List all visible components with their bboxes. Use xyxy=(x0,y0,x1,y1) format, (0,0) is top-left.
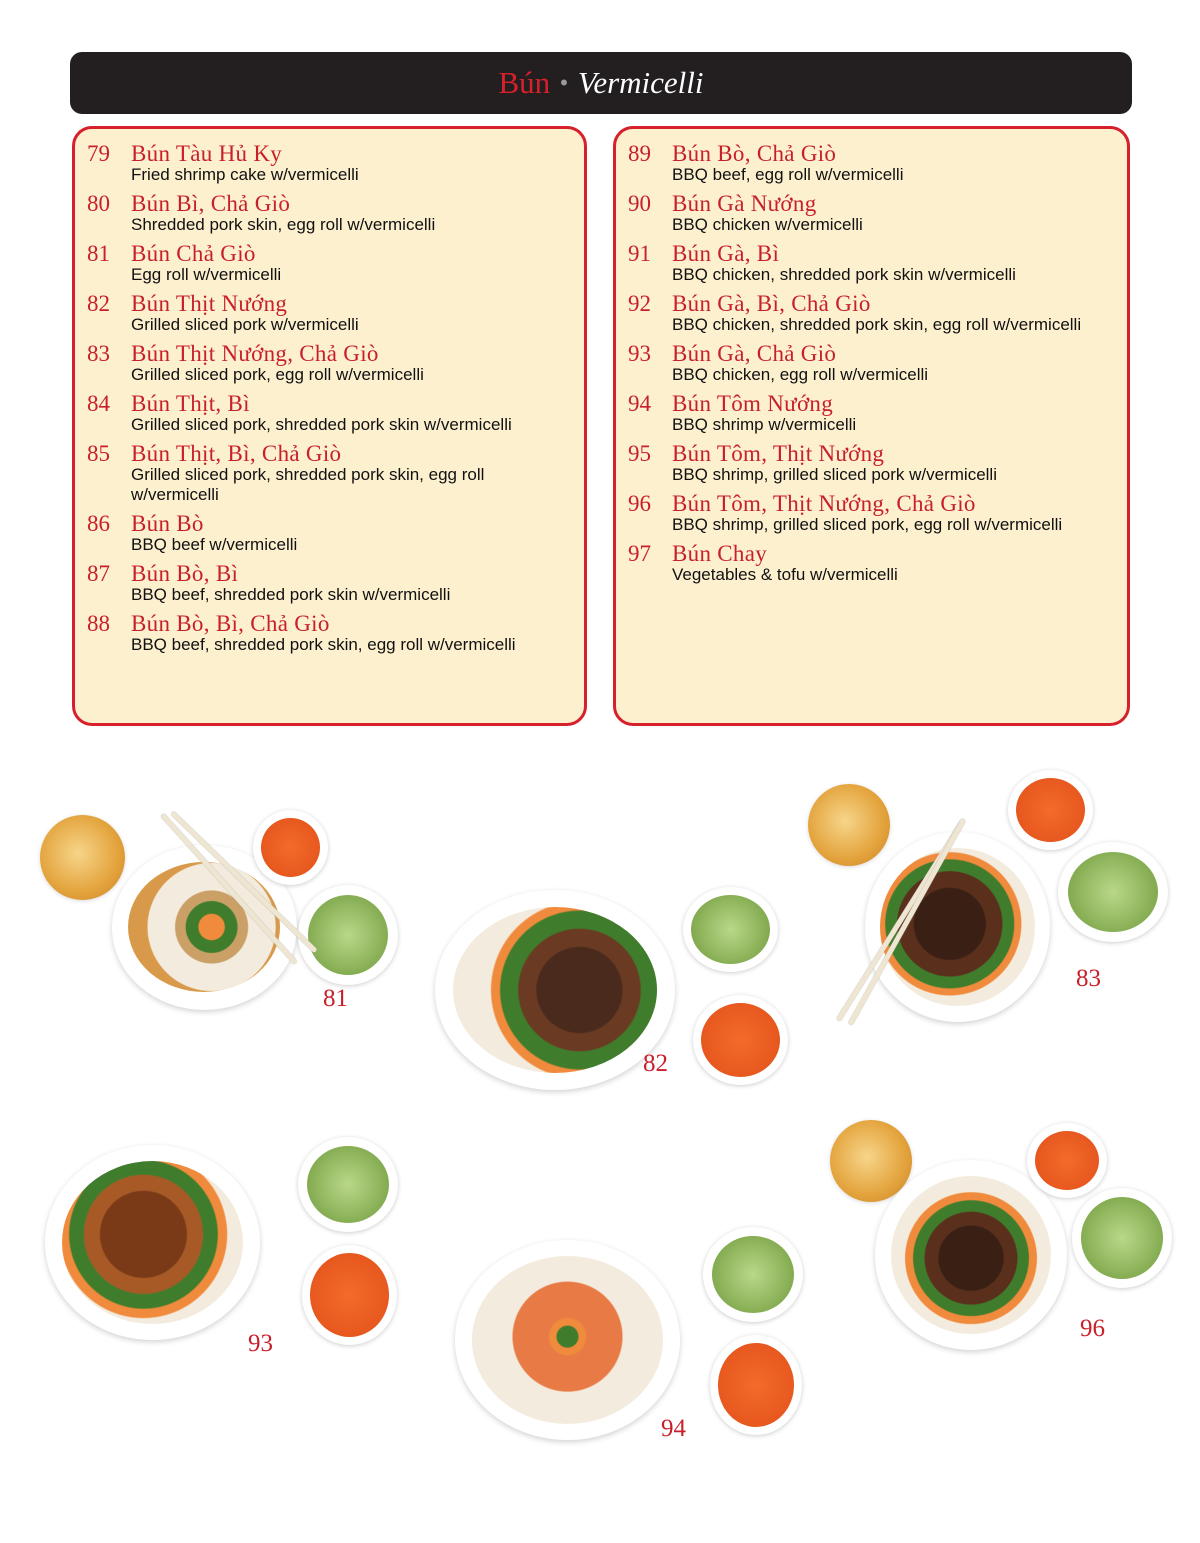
menu-item xyxy=(87,611,570,655)
menu-item-number: 82 xyxy=(87,291,110,316)
dish-photo-83 xyxy=(800,770,1175,1040)
menu-item xyxy=(87,391,570,435)
menu-item-body xyxy=(131,391,570,435)
dish-photo-82 xyxy=(435,885,790,1110)
menu-item-name: Bún Bì, Chả Giò xyxy=(131,191,291,216)
menu-item-description: BBQ chicken w/vermicelli xyxy=(672,215,863,234)
menu-item-description: BBQ beef, shredded pork skin w/vermicelli xyxy=(131,585,451,604)
menu-item-number: 79 xyxy=(87,141,110,166)
menu-item xyxy=(628,441,1113,485)
iced-tea-glass xyxy=(40,815,125,900)
menu-item-name: Bún Tôm, Thịt Nướng xyxy=(672,441,885,466)
menu-item-description: Grilled sliced pork, shredded pork skin, egg roll w/vermicelli xyxy=(131,465,485,504)
menu-item-description: BBQ shrimp w/vermicelli xyxy=(672,415,857,434)
menu-item-body xyxy=(672,441,1113,485)
section-title-vietnamese: Bún xyxy=(498,65,551,100)
menu-item xyxy=(628,291,1113,335)
menu-item-body xyxy=(672,291,1113,335)
menu-item xyxy=(628,491,1113,535)
menu-item-description: Grilled sliced pork w/vermicelli xyxy=(131,315,359,334)
menu-item xyxy=(628,191,1113,235)
photo-label-83: 83 xyxy=(1076,965,1101,992)
menu-item-number: 91 xyxy=(628,241,651,266)
menu-item-number: 83 xyxy=(87,341,110,366)
menu-item-body xyxy=(131,341,570,385)
photo-label-96: 96 xyxy=(1080,1315,1105,1342)
menu-item xyxy=(87,341,570,385)
menu-item-number: 81 xyxy=(87,241,110,266)
menu-item-body xyxy=(672,391,1113,435)
menu-item xyxy=(87,141,570,185)
menu-item-number: 95 xyxy=(628,441,651,466)
menu-item-name: Bún Chay xyxy=(672,541,768,566)
menu-item xyxy=(87,511,570,555)
menu-item-description: BBQ shrimp, grilled sliced pork w/vermicelli xyxy=(672,465,997,484)
menu-item-body xyxy=(131,291,570,335)
menu-item-number: 97 xyxy=(628,541,651,566)
menu-item-name: Bún Thịt, Bì, Chả Giò xyxy=(131,441,342,466)
photo-label-82: 82 xyxy=(643,1050,668,1077)
menu-item-number: 92 xyxy=(628,291,651,316)
menu-item-description: BBQ beef w/vermicelli xyxy=(131,535,298,554)
menu-item-description: BBQ beef, egg roll w/vermicelli xyxy=(672,165,904,184)
menu-item-description: BBQ shrimp, grilled sliced pork, egg roll w/vermicelli xyxy=(672,515,1063,534)
dish-photo-93 xyxy=(40,1135,400,1357)
menu-item-description: Grilled sliced pork, egg roll w/vermicelli xyxy=(131,365,424,384)
menu-item-name: Bún Bò xyxy=(131,511,204,536)
dish-photo-96 xyxy=(830,1120,1175,1370)
menu-item-number: 93 xyxy=(628,341,651,366)
menu-item-body xyxy=(672,191,1113,235)
menu-item-number: 89 xyxy=(628,141,651,166)
menu-item-name: Bún Tàu Hủ Ky xyxy=(131,141,283,166)
menu-item-number: 96 xyxy=(628,491,651,516)
menu-item-body xyxy=(131,441,570,505)
menu-item xyxy=(87,441,570,505)
menu-item-name: Bún Chả Giò xyxy=(131,241,256,266)
menu-item xyxy=(87,191,570,235)
menu-item-name: Bún Tôm, Thịt Nướng, Chả Giò xyxy=(672,491,976,516)
menu-item-body xyxy=(672,241,1113,285)
menu-item xyxy=(628,341,1113,385)
menu-item xyxy=(628,541,1113,585)
iced-tea-glass xyxy=(808,784,890,866)
menu-panel-right xyxy=(613,126,1130,726)
menu-item-number: 80 xyxy=(87,191,110,216)
menu-item-number: 90 xyxy=(628,191,651,216)
menu-item xyxy=(628,391,1113,435)
menu-item-description: BBQ chicken, egg roll w/vermicelli xyxy=(672,365,929,384)
menu-item-name: Bún Bò, Chả Giò xyxy=(672,141,837,166)
title-separator-dot: • xyxy=(560,70,568,95)
dish-photo-94 xyxy=(445,1225,805,1450)
menu-item-description: Shredded pork skin, egg roll w/vermicelli xyxy=(131,215,436,234)
photo-label-94: 94 xyxy=(661,1415,686,1442)
menu-item-name: Bún Bò, Bì, Chả Giò xyxy=(131,611,330,636)
menu-item-body xyxy=(672,541,1113,585)
menu-item xyxy=(87,561,570,605)
menu-item-body xyxy=(131,241,570,285)
section-title-english: Vermicelli xyxy=(577,65,704,100)
menu-item-body xyxy=(672,491,1113,535)
photo-label-93: 93 xyxy=(248,1330,273,1357)
menu-item-number: 94 xyxy=(628,391,651,416)
menu-item-description: Egg roll w/vermicelli xyxy=(131,265,282,284)
menu-item xyxy=(87,241,570,285)
menu-item-number: 87 xyxy=(87,561,110,586)
menu-panel-left xyxy=(72,126,587,726)
menu-item-number: 85 xyxy=(87,441,110,466)
menu-item-body xyxy=(131,561,570,605)
menu-item-name: Bún Gà, Chả Giò xyxy=(672,341,837,366)
menu-item-body xyxy=(131,511,570,555)
menu-item-name: Bún Thịt Nướng xyxy=(131,291,288,316)
photo-label-81: 81 xyxy=(323,985,348,1012)
menu-item-number: 88 xyxy=(87,611,110,636)
menu-item xyxy=(87,291,570,335)
menu-item-description: Grilled sliced pork, shredded pork skin w/vermicelli xyxy=(131,415,512,434)
menu-item-name: Bún Thịt, Bì xyxy=(131,391,250,416)
menu-item xyxy=(628,241,1113,285)
menu-item-description: Vegetables & tofu w/vermicelli xyxy=(672,565,898,584)
menu-item-number: 86 xyxy=(87,511,110,536)
menu-item-body xyxy=(672,341,1113,385)
menu-item xyxy=(628,141,1113,185)
menu-item-body xyxy=(131,611,570,655)
menu-item-description: BBQ beef, shredded pork skin, egg roll w/vermicelli xyxy=(131,635,516,654)
menu-item-body xyxy=(672,141,1113,185)
dish-photo-81 xyxy=(40,810,410,1030)
menu-item-name: Bún Tôm Nướng xyxy=(672,391,834,416)
menu-item-number: 84 xyxy=(87,391,110,416)
menu-item-description: BBQ chicken, shredded pork skin w/vermicelli xyxy=(672,265,1016,284)
menu-item-body xyxy=(131,191,570,235)
menu-item-body xyxy=(131,141,570,185)
menu-item-name: Bún Gà, Bì, Chả Giò xyxy=(672,291,871,316)
menu-item-name: Bún Gà Nướng xyxy=(672,191,817,216)
section-header xyxy=(70,52,1132,114)
menu-item-name: Bún Bò, Bì xyxy=(131,561,239,586)
menu-item-description: Fried shrimp cake w/vermicelli xyxy=(131,165,359,184)
menu-item-description: BBQ chicken, shredded pork skin, egg roll w/vermicelli xyxy=(672,315,1082,334)
menu-item-name: Bún Thịt Nướng, Chả Giò xyxy=(131,341,379,366)
menu-item-name: Bún Gà, Bì xyxy=(672,241,780,266)
